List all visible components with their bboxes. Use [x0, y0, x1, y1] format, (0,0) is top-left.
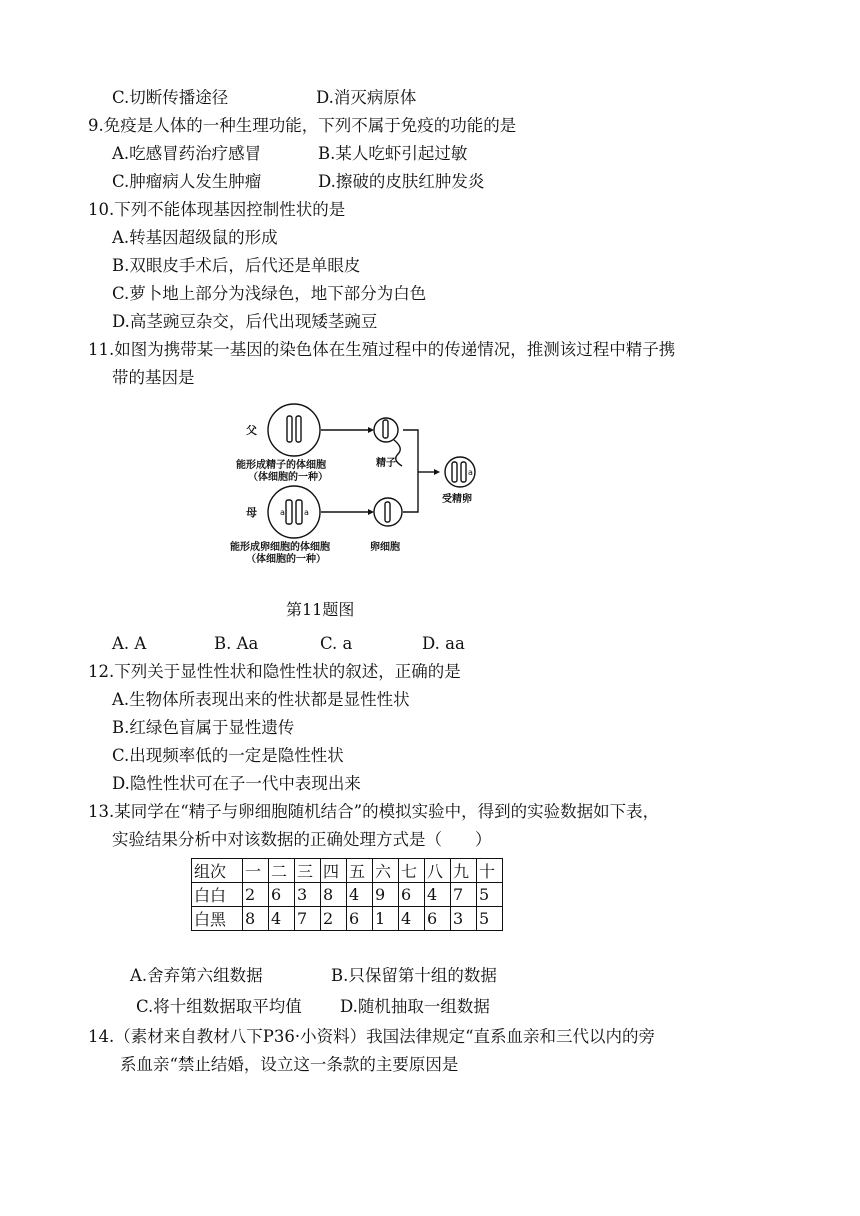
arrowhead-egg	[368, 509, 374, 515]
q11-option-b: B. Aa	[214, 634, 259, 653]
sperm-chromosome	[383, 420, 388, 438]
q9-option-a: A.吃感冒药治疗感冒	[112, 144, 262, 163]
q13-option-a: A.舍弃第六组数据	[130, 966, 263, 985]
arrowhead-sperm	[368, 427, 374, 433]
table-cell: 四	[321, 859, 347, 883]
q11-option-d: D. aa	[422, 634, 465, 653]
q11-option-c: C. a	[320, 634, 353, 653]
arrowhead-zygote	[434, 469, 440, 475]
egg-chromosome	[385, 502, 390, 522]
q13-option-b: B.只保留第十组的数据	[331, 966, 497, 985]
mother-cell-label-2: （体细胞的一种）	[246, 554, 326, 565]
table-cell: 4	[399, 907, 425, 931]
q10-option-c: C.萝卜地上部分为浅绿色，地下部分为白色	[112, 284, 427, 303]
father-body-cell	[268, 404, 320, 456]
table-cell: 6	[399, 883, 425, 907]
mother-gene-a-2: a	[304, 508, 309, 517]
q8-option-c: C.切断传播途径	[112, 88, 229, 107]
table-cell: 八	[425, 859, 451, 883]
table-cell: 3	[451, 907, 477, 931]
table-cell: 5	[477, 883, 503, 907]
mother-body-cell	[268, 486, 320, 538]
table-cell: 十	[477, 859, 503, 883]
q10-option-b: B.双眼皮手术后，后代还是单眼皮	[112, 256, 361, 275]
mother-label: 母	[246, 506, 257, 519]
father-label: 父	[246, 424, 257, 437]
q11-stem-line1: 11.如图为携带某一基因的染色体在生殖过程中的传递情况，推测该过程中精子携	[88, 340, 676, 359]
table-cell: 组次	[192, 859, 243, 883]
father-chromosome-1	[287, 416, 292, 442]
table-cell: 9	[373, 883, 399, 907]
table-header-row	[192, 859, 503, 883]
table-row	[192, 907, 503, 931]
father-cell-label-1: 能形成精子的体细胞	[236, 460, 326, 471]
egg-label: 卵细胞	[370, 542, 400, 553]
q8-option-d: D.消灭病原体	[316, 88, 417, 107]
zygote-chromosome-2	[461, 462, 466, 482]
q13-data-table	[191, 858, 503, 931]
connector-bracket	[403, 430, 418, 512]
table-cell: 3	[295, 883, 321, 907]
q9-stem: 9.免疫是人体的一种生理功能，下列不属于免疫的功能的是	[88, 116, 517, 135]
q11-stem-line2: 带的基因是	[112, 368, 195, 387]
table-cell: 5	[477, 907, 503, 931]
q11-figure	[228, 398, 494, 576]
zygote-gene-a: a	[468, 468, 473, 477]
table-cell: 2	[321, 907, 347, 931]
q12-option-a: A.生物体所表现出来的性状都是显性性状	[112, 690, 410, 709]
table-cell: 4	[425, 883, 451, 907]
mother-cell-label-1: 能形成卵细胞的体细胞	[230, 542, 330, 553]
table-cell: 4	[347, 883, 373, 907]
mother-gene-a-1: a	[280, 508, 285, 517]
q9-option-b: B.某人吃虾引起过敏	[318, 144, 468, 163]
q13-stem-line2: 实验结果分析中对该数据的正确处理方式是（ ）	[112, 830, 492, 849]
q10-stem: 10.下列不能体现基因控制性状的是	[88, 200, 346, 219]
table-cell: 6	[347, 907, 373, 931]
q9-option-d: D.擦破的皮肤红肿发炎	[318, 172, 485, 191]
q9-option-c: C.肿瘤病人发生肿瘤	[112, 172, 262, 191]
q13-option-d: D.随机抽取一组数据	[340, 997, 490, 1016]
q12-option-c: C.出现频率低的一定是隐性性状	[112, 746, 344, 765]
q12-stem: 12.下列关于显性性状和隐性性状的叙述，正确的是	[88, 662, 461, 681]
q12-option-d: D.隐性性状可在子一代中表现出来	[112, 774, 361, 793]
table-cell: 白白	[192, 883, 243, 907]
mother-chromosome-1	[286, 500, 292, 524]
table-cell: 白黑	[192, 907, 243, 931]
q10-option-a: A.转基因超级鼠的形成	[112, 228, 278, 247]
mother-chromosome-2	[296, 500, 302, 524]
table-cell: 7	[295, 907, 321, 931]
table-cell: 六	[373, 859, 399, 883]
father-cell-label-2: （体细胞的一种）	[248, 472, 328, 483]
q13-stem-line1: 13.某同学在“精子与卵细胞随机结合”的模拟实验中，得到的实验数据如下表，	[88, 802, 660, 821]
table-cell: 6	[425, 907, 451, 931]
table-cell: 6	[269, 883, 295, 907]
q14-stem-line1: 14.（素材来自教材八下P36·小资料）我国法律规定“直系血亲和三代以内的旁	[88, 1027, 656, 1046]
table-cell: 五	[347, 859, 373, 883]
q10-option-d: D.高茎豌豆杂交，后代出现矮茎豌豆	[112, 312, 378, 331]
table-cell: 7	[451, 883, 477, 907]
table-cell: 二	[269, 859, 295, 883]
q12-option-b: B.红绿色盲属于显性遗传	[112, 718, 295, 737]
zygote-chromosome-1	[452, 462, 457, 482]
table-cell: 8	[243, 907, 269, 931]
zygote-label: 受精卵	[442, 494, 472, 505]
table-row	[192, 883, 503, 907]
table-cell: 七	[399, 859, 425, 883]
table-cell: 4	[269, 907, 295, 931]
table-cell: 九	[451, 859, 477, 883]
q14-stem-line2: 系血亲“禁止结婚，设立这一条款的主要原因是	[120, 1055, 459, 1074]
table-cell: 1	[373, 907, 399, 931]
table-cell: 一	[243, 859, 269, 883]
sperm-label: 精子	[376, 458, 396, 469]
table-cell: 2	[243, 883, 269, 907]
father-chromosome-2	[296, 416, 301, 442]
q13-option-c: C.将十组数据取平均值	[136, 997, 302, 1016]
table-cell: 三	[295, 859, 321, 883]
table-cell: 8	[321, 883, 347, 907]
q11-option-a: A. A	[112, 634, 147, 653]
q11-figure-caption: 第11题图	[286, 600, 355, 619]
